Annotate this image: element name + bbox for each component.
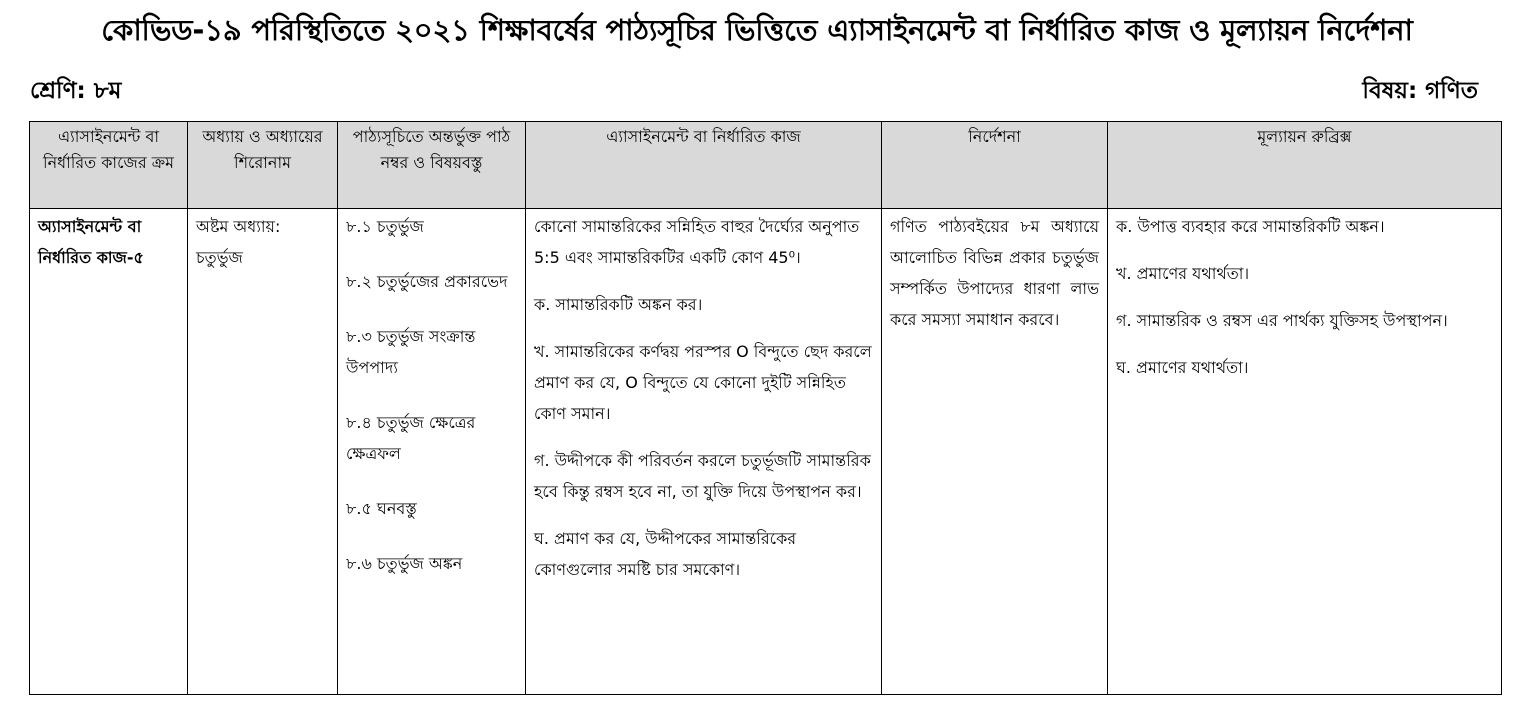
lesson-item: ৮.৪ চতুর্ভুজ ক্ষেত্রের ক্ষেত্রফল [346,413,476,463]
lesson-item: ৮.২ চতুর্ভুজের প্রকারভেদ [346,272,508,291]
column-header-task: এ্যাসাইনমেন্ট বা নির্ধারিত কাজ [526,122,882,209]
table-header-row [30,122,1502,209]
column-header-chapter: অধ্যায় ও অধ্যায়ের শিরোনাম [188,122,338,209]
cell-lessons [338,209,526,695]
task-part-ga: গ. উদ্দীপকে কী পরিবর্তন করলে চতুর্ভূজটি সামান্তরিক হবে কিন্তু রম্বস হবে না, তা যুক্তি দিয়ে উপস্থাপন কর। [534,451,871,501]
assignment-no-text: অ্যাসাইনমেন্ট বা নির্ধারিত কাজ-৫ [38,217,144,267]
task-part-ka: ক. সামান্তরিকটি অঙ্কন কর। [534,295,703,314]
cell-rubrics [1108,209,1502,695]
cell-assignment-no [30,209,188,695]
rubric-item: ঘ. প্রমাণের যথার্থতা। [1116,358,1249,377]
task-part-gha: ঘ. প্রমাণ কর যে, উদ্দীপকের সামান্তরিকের কোণগুলোর সমষ্টি চার সমকোণ। [534,529,797,579]
rubric-item: ক. উপাত্ত ব্যবহার করে সামান্তরিকটি অঙ্কন। [1116,217,1385,236]
cell-instruction [882,209,1108,695]
lesson-item: ৮.৩ চতুর্ভুজ সংক্রান্ত উপপাদ্য [346,327,476,377]
rubric-item: খ. প্রমাণের যথার্থতা। [1116,264,1250,283]
subject-label: বিষয়: গণিত [1362,78,1478,104]
class-label: শ্রেণি: ৮ম [30,78,122,104]
instruction-text: গণিত পাঠ্যবইয়ের ৮ম অধ্যায়ে আলোচিত বিভিন্ন প্রকার চতুর্ভুজ সম্পর্কিত উপাদ্যের ধারণা লাভ করে সমস্যা সমাধান করবে। [890,217,1099,329]
column-header-rubrics: মূল্যায়ন রুব্রিক্স [1108,122,1502,209]
page-title: কোভিড-১৯ পরিস্থিতিতে ২০২১ শিক্ষাবর্ষের পাঠ্যসূচির ভিত্তিতে এ্যাসাইনমেন্ট বা নির্ধারিত কাজ ও মূল্যায়ন নির্দেশনা [101,13,1413,47]
column-header-instruction: নির্দেশনা [882,122,1108,209]
column-header-lessons: পাঠ্যসূচিতে অন্তর্ভুক্ত পাঠ নম্বর ও বিষয়বস্তু [338,122,526,209]
cell-task [526,209,882,695]
lesson-item: ৮.৬ চতুর্ভুজ অঙ্কন [346,554,463,573]
assignment-table [29,121,1502,695]
task-stem: কোনো সামান্তরিকের সন্নিহিত বাহুর দৈর্ঘ্যের অনুপাত 5:5 এবং সামান্তরিকটির একটি কোণ 45⁰। [534,217,860,267]
cell-chapter [188,209,338,695]
column-header-assignment-no: এ্যাসাইনমেন্ট বা নির্ধারিত কাজের ক্রম [30,122,188,209]
lesson-item: ৮.১ চতুর্ভুজ [346,217,424,236]
rubric-item: গ. সামান্তরিক ও রম্বস এর পার্থক্য যুক্তিসহ উপস্থাপন। [1116,311,1448,330]
lesson-item: ৮.৫ ঘনবস্তু [346,499,417,518]
table-row [30,209,1502,695]
chapter-text: অষ্টম অধ্যায়: চতুর্ভুজ [196,217,281,267]
task-part-kha: খ. সামান্তরিকের কর্ণদ্বয় পরস্পর O বিন্দুতে ছেদ করলে প্রমাণ কর যে, O বিন্দুতে যে কোনো দুইটি সন্নিহিত কোণ সমান। [534,342,872,423]
